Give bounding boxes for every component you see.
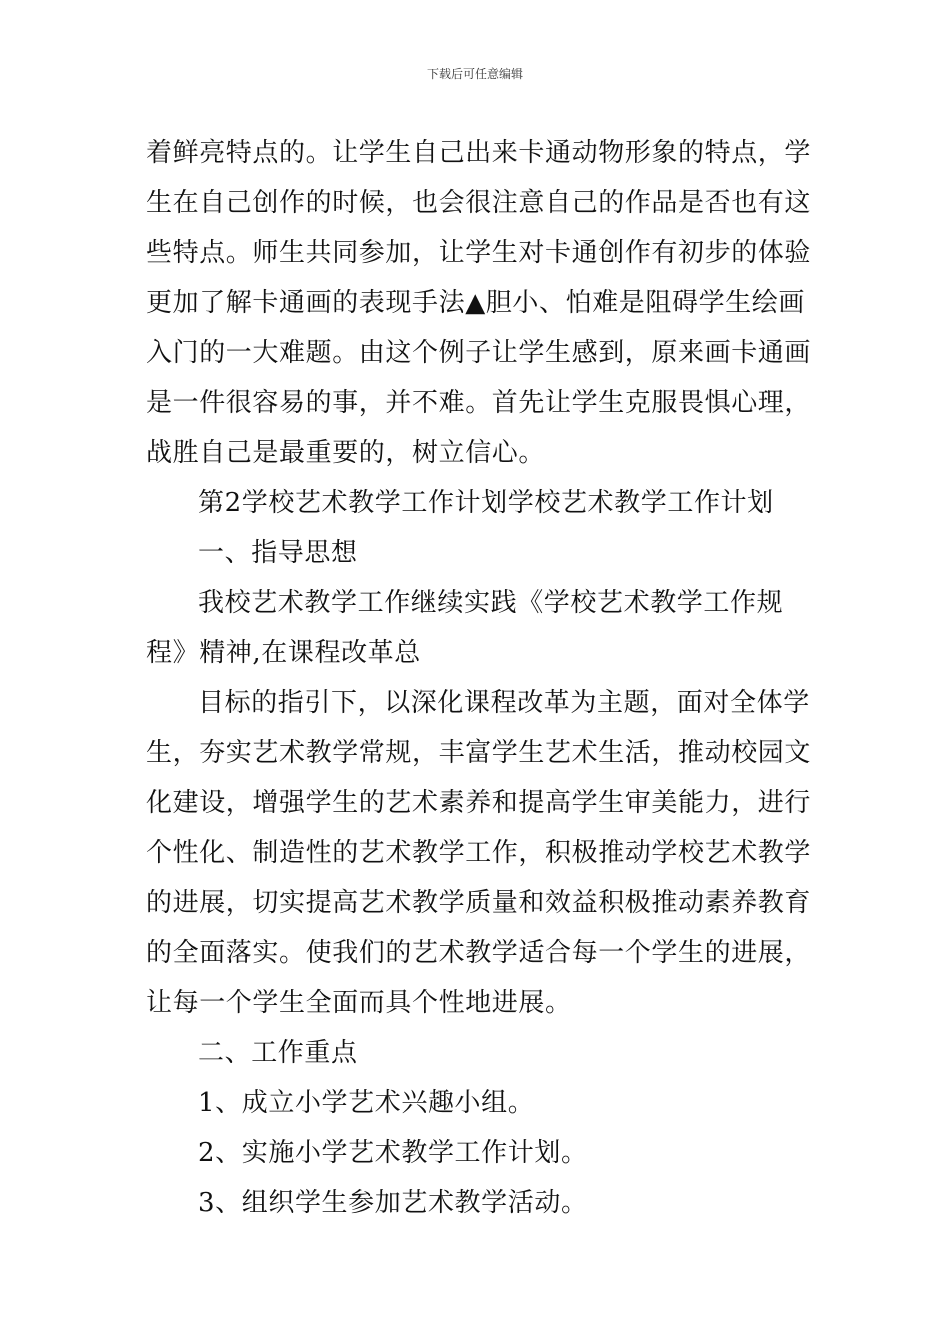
- paragraph-line: 些特点。师生共同参加，让学生对卡通创作有初步的体验: [146, 238, 812, 268]
- paragraph-line: 入门的一大难题。由这个例子让学生感到，原来画卡通画: [146, 338, 812, 368]
- page-header: 下载后可任意编辑: [426, 67, 523, 81]
- paragraph-line: 生，夯实艺术教学常规，丰富学生艺术生活，推动校园文: [146, 738, 812, 768]
- paragraph-line: 生在自己创作的时候，也会很注意自己的作品是否也有这: [146, 188, 812, 218]
- paragraph-line: 着鲜亮特点的。让学生自己出来卡通动物形象的特点，学: [146, 138, 812, 168]
- paragraph-line: 是一件很容易的事，并不难。首先让学生克服畏惧心理，: [146, 388, 812, 418]
- paragraph-line: 个性化、制造性的艺术教学工作，积极推动学校艺术教学: [146, 838, 812, 868]
- paragraph-line: 我校艺术教学工作继续实践《学校艺术教学工作规: [198, 588, 784, 618]
- paragraph-line: 战胜自己是最重要的，树立信心。: [146, 438, 546, 468]
- paragraph-line: 程》精神,在课程改革总: [146, 638, 421, 668]
- section-heading: 二、工作重点: [198, 1038, 358, 1068]
- section-heading: 一、指导思想: [198, 538, 358, 568]
- document-body: [146, 128, 818, 1228]
- section-title: 第2学校艺术教学工作计划学校艺术教学工作计划: [198, 488, 774, 518]
- paragraph-line: 目标的指引下，以深化课程改革为主题，面对全体学: [198, 688, 810, 718]
- paragraph-line: 让每一个学生全面而具个性地进展。: [146, 988, 572, 1018]
- paragraph-line: 化建设，增强学生的艺术素养和提高学生审美能力，进行: [146, 788, 812, 818]
- list-item: 1、成立小学艺术兴趣小组。: [198, 1088, 535, 1118]
- paragraph-line: 更加了解卡通画的表现手法▲胆小、怕难是阻碍学生绘画: [146, 288, 805, 318]
- paragraph-line: 的全面落实。使我们的艺术教学适合每一个学生的进展，: [146, 938, 812, 968]
- paragraph-line: 的进展，切实提高艺术教学质量和效益积极推动素养教育: [146, 888, 812, 918]
- list-item: 2、实施小学艺术教学工作计划。: [198, 1138, 588, 1168]
- list-item: 3、组织学生参加艺术教学活动。: [198, 1188, 588, 1218]
